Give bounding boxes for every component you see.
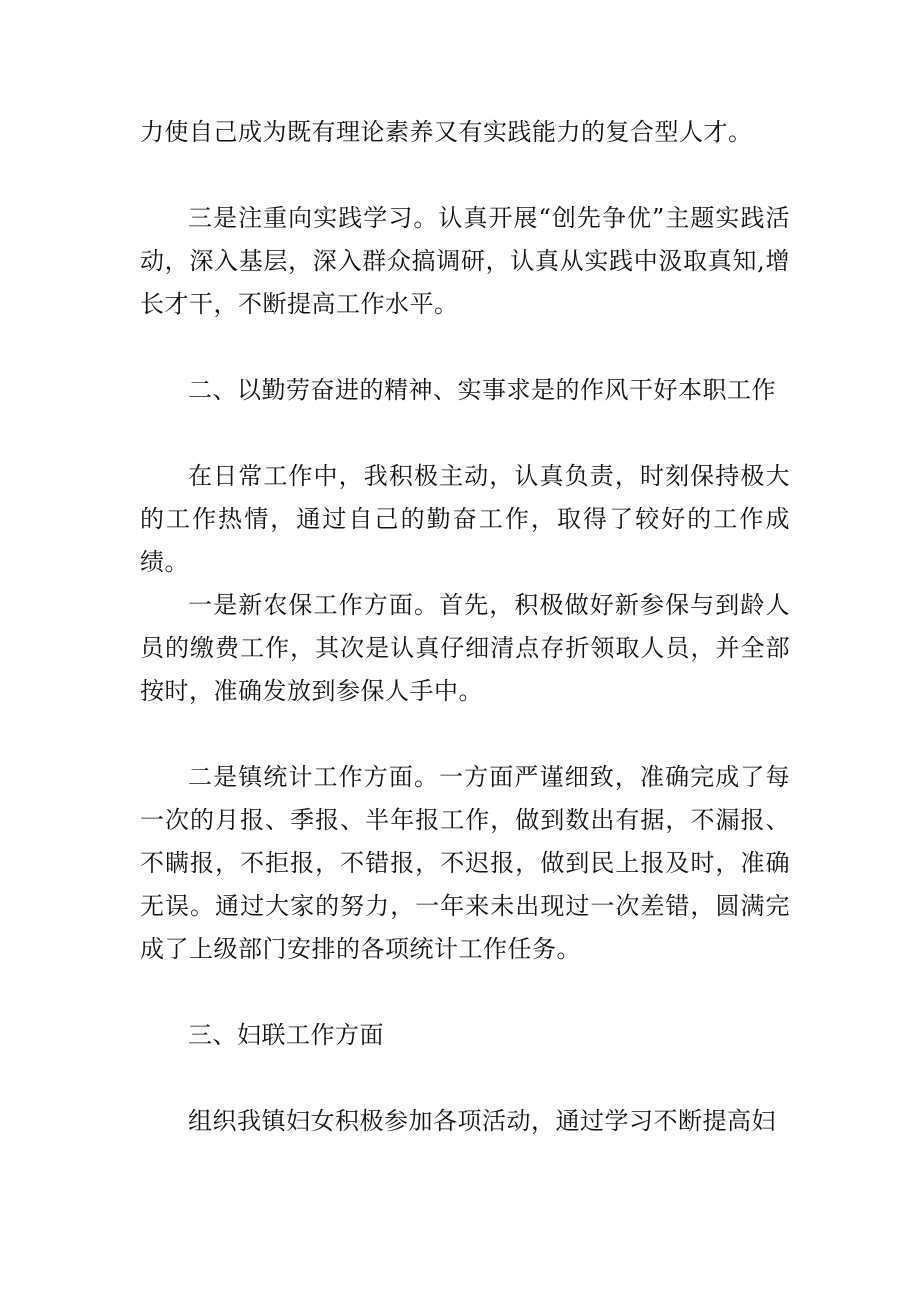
paragraph-daily-work: 在日常工作中，我积极主动，认真负责，时刻保持极大的工作热情，通过自己的勤奋工作，取得了较好的工作成绩。 [140, 462, 790, 576]
section-heading-three: 三、妇联工作方面 [188, 1021, 384, 1049]
paragraph-continuation: 力使自己成为既有理论素养又有实践能力的复合型人才。 [140, 118, 753, 146]
paragraph-womens-federation: 组织我镇妇女积极参加各项活动，通过学习不断提高妇 [188, 1107, 776, 1135]
paragraph-rural-insurance: 一是新农保工作方面。首先，积极做好新参保与到龄人员的缴费工作，其次是认真仔细清点存折领取人员，并全部按时，准确发放到参保人手中。 [140, 591, 790, 705]
paragraph-statistics-work: 二是镇统计工作方面。一方面严谨细致，准确完成了每一次的月报、季报、半年报工作，做到数出有据，不漏报、不瞒报，不拒报，不错报，不迟报，做到民上报及时，准确无误。通过大家的努力，一年来未出现过一次差错，圆满完成了上级部门安排的各项统计工作任务。 [140, 763, 790, 963]
section-heading-two: 二、以勤劳奋进的精神、实事求是的作风干好本职工作 [188, 376, 776, 404]
paragraph-practice-learning: 三是注重向实践学习。认真开展“创先争优”主题实践活动，深入基层，深入群众搞调研，认真从实践中汲取真知,增长才干，不断提高工作水平。 [140, 204, 790, 318]
